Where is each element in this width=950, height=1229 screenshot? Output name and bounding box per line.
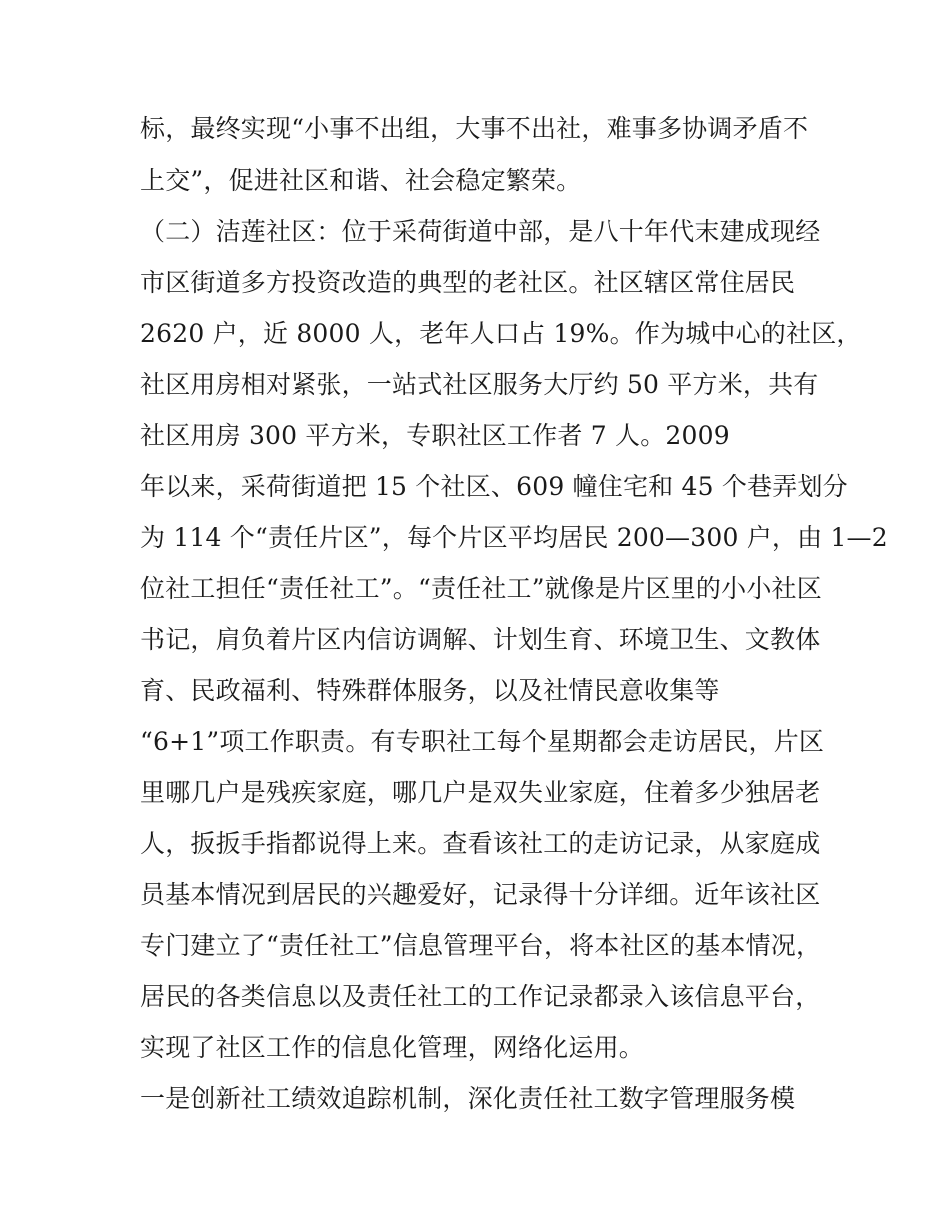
text-line: 专门建立了“责任社工”信息管理平台，将本社区的基本情况， — [140, 931, 822, 960]
text-line: “6+1”项工作职责。有专职社工每个星期都会走访居民，片区 — [140, 727, 825, 756]
text-line: 人，扳扳手指都说得上来。查看该社工的走访记录，从家庭成 — [140, 829, 821, 858]
text-line: 实现了社区工作的信息化管理，网络化运用。 — [140, 1033, 645, 1062]
text-line: 员基本情况到居民的兴趣爱好，记录得十分详细。近年该社区 — [140, 880, 821, 909]
text-line: 社区用房 300 平方米，专职社区工作者 7 人。2009 — [140, 421, 730, 450]
text-line: 里哪几户是残疾家庭，哪几户是双失业家庭，住着多少独居老 — [140, 778, 821, 807]
text-line: （二）洁莲社区：位于采荷街道中部，是八十年代末建成现经 — [140, 217, 821, 246]
text-line: 2620 户，近 8000 人，老年人口占 19%。作为城中心的社区， — [140, 319, 862, 348]
text-line: 育、民政福利、特殊群体服务，以及社情民意收集等 — [140, 676, 720, 705]
text-line: 社区用房相对紧张，一站式社区服务大厅约 50 平方米，共有 — [140, 370, 819, 399]
text-line: 书记，肩负着片区内信访调解、计划生育、环境卫生、文教体 — [140, 625, 821, 654]
text-line: 市区街道多方投资改造的典型的老社区。社区辖区常住居民 — [140, 268, 796, 297]
text-line: 位社工担任“责任社工”。“责任社工”就像是片区里的小小社区 — [140, 574, 822, 603]
text-line: 标，最终实现“小事不出组，大事不出社，难事多协调矛盾不 — [140, 114, 809, 143]
text-line: 年以来，采荷街道把 15 个社区、609 幢住宅和 45 个巷弄划分 — [140, 472, 848, 501]
text-line: 为 114 个“责任片区”，每个片区平均居民 200—300 户，由 1—2 — [140, 523, 888, 552]
text-line: 上交”，促进社区和谐、社会稳定繁荣。 — [140, 166, 582, 195]
text-line: 居民的各类信息以及责任社工的工作记录都录入该信息平台， — [140, 982, 821, 1011]
text-line: 一是创新社工绩效追踪机制，深化责任社工数字管理服务模 — [140, 1084, 796, 1113]
